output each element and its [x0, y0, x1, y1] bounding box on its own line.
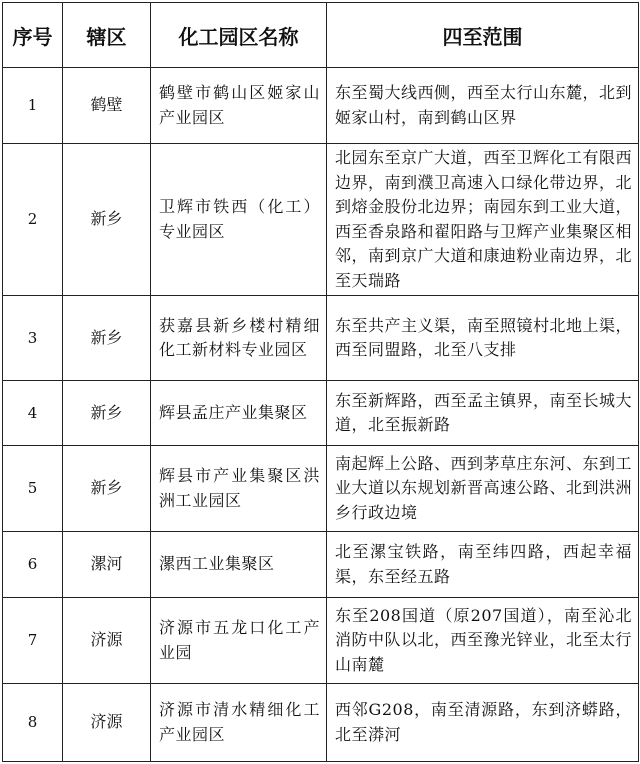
- row-boundaries: [327, 684, 639, 762]
- row-no: 5: [3, 446, 63, 532]
- boundaries-text: 北至漯宝铁路，南至纬四路，西起幸福渠，东至经五路: [335, 542, 632, 586]
- row-boundaries: [327, 296, 639, 381]
- row-district: 新乡: [63, 296, 151, 381]
- row-district: 新乡: [63, 381, 151, 446]
- park-name-text: 辉县孟庄产业集聚区: [159, 402, 308, 422]
- table-row: [3, 684, 639, 762]
- row-boundaries: [327, 381, 639, 446]
- row-park-name: [151, 684, 327, 762]
- table-row: [3, 68, 639, 144]
- boundaries-text: 西邻G208，南至清源路，东到济蟒路，北至漭河: [335, 700, 632, 744]
- park-name-text: 获嘉县新乡楼村精细化工新材料专业园区: [159, 315, 320, 359]
- row-no: 4: [3, 381, 63, 446]
- row-park-name: [151, 446, 327, 532]
- boundaries-text: 东至蜀大线西侧，西至太行山东麓，北到姬家山村，南到鹤山区界: [335, 83, 633, 127]
- table-row: [3, 381, 639, 446]
- boundaries-text: 东至新辉路，西至孟主镇界，南至长城大道，北至振新路: [335, 390, 633, 434]
- header-district: 辖区: [63, 3, 151, 68]
- row-park-name: [151, 296, 327, 381]
- row-park-name: [151, 144, 327, 296]
- boundaries-text: 南起辉上公路、西到茅草庄东河、东到工业大道以东规划新晋高速公路、北到洪洲乡行政边境: [335, 453, 633, 522]
- boundaries-text: 北园东至京广大道，西至卫辉化工有限西边界，南到濮卫高速入口绿化带边界，北到熔金股份北边界；南园东到工业大道，西至香泉路和翟阳路与卫辉产业集聚区相邻，南到京广大道和康迪粉业南边界，北至天瑞路: [335, 148, 633, 290]
- row-boundaries: [327, 68, 639, 144]
- row-district: 济源: [63, 684, 151, 762]
- header-boundaries: 四至范围: [327, 3, 639, 68]
- park-name-text: 辉县市产业集聚区洪洲工业园区: [159, 466, 320, 510]
- row-no: 3: [3, 296, 63, 381]
- row-no: 8: [3, 684, 63, 762]
- park-name-text: 卫辉市铁西（化工）专业园区: [159, 197, 320, 241]
- table-row: [3, 446, 639, 532]
- park-name-text: 鹤壁市鹤山区姬家山产业园区: [159, 83, 320, 127]
- header-row: [3, 3, 639, 68]
- row-boundaries: [327, 144, 639, 296]
- table-row: [3, 144, 639, 296]
- row-boundaries: [327, 446, 639, 532]
- row-park-name: [151, 381, 327, 446]
- park-name-text: 漯西工业集聚区: [159, 554, 275, 574]
- row-no: 2: [3, 144, 63, 296]
- park-name-text: 济源市清水精细化工产业园区: [159, 700, 320, 744]
- row-district: 新乡: [63, 144, 151, 296]
- row-boundaries: [327, 532, 639, 598]
- header-park-name: 化工园区名称: [151, 3, 327, 68]
- chemical-park-table: [2, 2, 639, 762]
- row-district: 新乡: [63, 446, 151, 532]
- row-park-name: [151, 68, 327, 144]
- table-row: [3, 598, 639, 684]
- park-name-text: 济源市五龙口化工产业园: [159, 618, 320, 662]
- row-district: 漯河: [63, 532, 151, 598]
- row-park-name: [151, 598, 327, 684]
- table-row: [3, 296, 639, 381]
- row-district: 鹤壁: [63, 68, 151, 144]
- row-park-name: [151, 532, 327, 598]
- row-no: 7: [3, 598, 63, 684]
- row-no: 6: [3, 532, 63, 598]
- row-boundaries: [327, 598, 639, 684]
- row-district: 济源: [63, 598, 151, 684]
- boundaries-text: 东至208国道（原207国道），南至沁北消防中队以北，西至豫光锌业，北至太行山南麓: [335, 605, 633, 674]
- table-row: [3, 532, 639, 598]
- header-no: 序号: [3, 3, 63, 68]
- boundaries-text: 东至共产主义渠，南至照镜村北地上渠，西至同盟路，北至八支排: [335, 315, 633, 359]
- row-no: 1: [3, 68, 63, 144]
